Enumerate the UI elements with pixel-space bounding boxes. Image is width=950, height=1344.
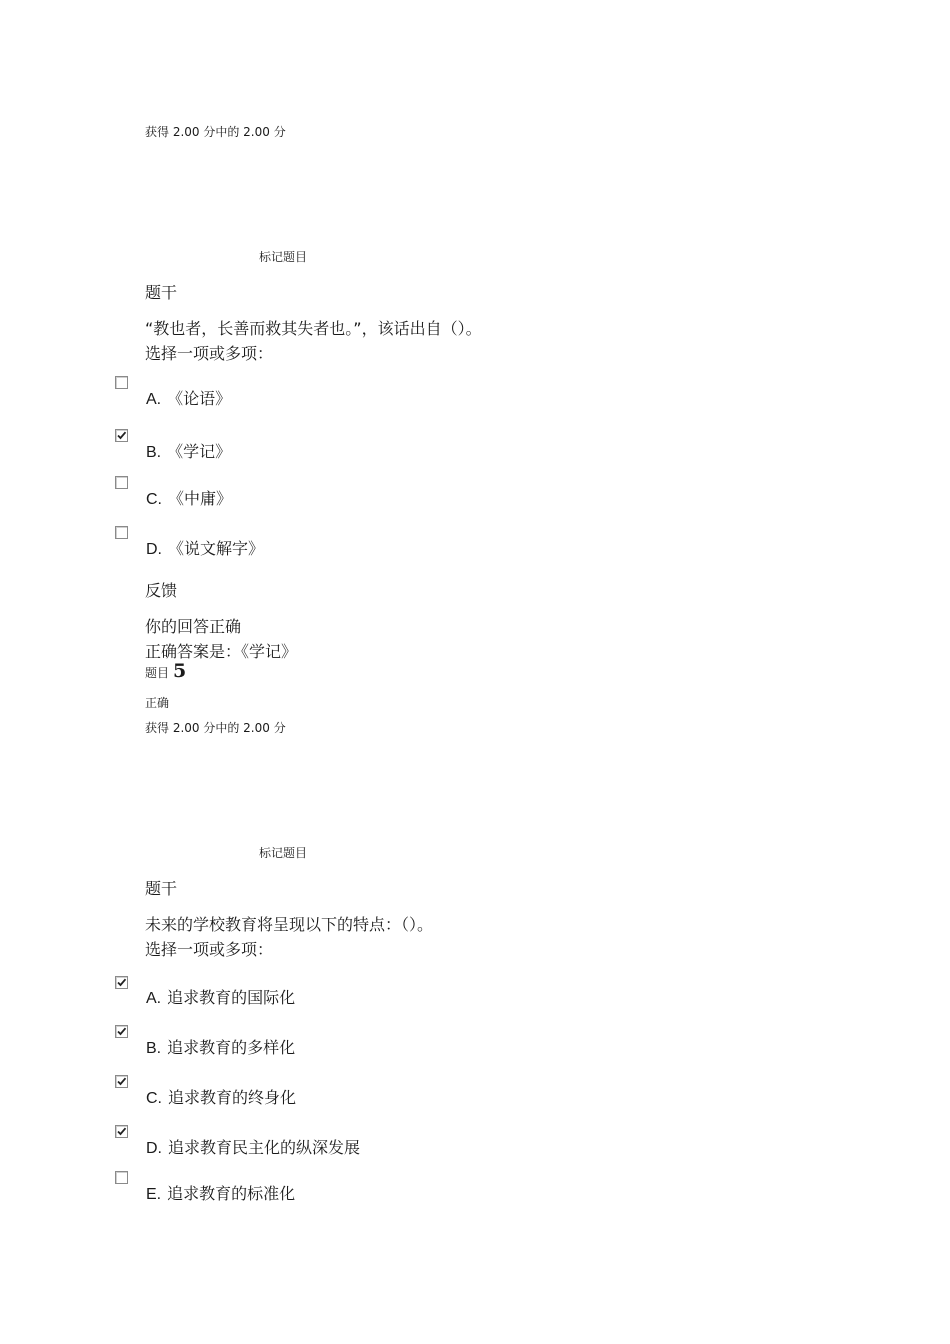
option-text: 追求教育的国际化 bbox=[167, 988, 296, 1007]
option-text: 《中庸》 bbox=[168, 489, 233, 508]
option-text: 追求教育的多样化 bbox=[167, 1038, 296, 1057]
option-letter: A. bbox=[146, 990, 162, 1007]
option-d-checkbox[interactable] bbox=[115, 1125, 128, 1138]
check-icon bbox=[116, 1076, 127, 1087]
option-text: 追求教育的标准化 bbox=[167, 1184, 296, 1203]
option-b[interactable] bbox=[146, 439, 231, 462]
question-number-value: 5 bbox=[173, 660, 187, 682]
option-d-checkbox[interactable] bbox=[115, 526, 128, 539]
option-text: 追求教育的终身化 bbox=[168, 1088, 297, 1107]
option-text: 《说文解字》 bbox=[168, 539, 265, 558]
option-b-checkbox[interactable] bbox=[115, 429, 128, 442]
stem-label: 题干 bbox=[145, 879, 178, 898]
option-letter: D. bbox=[146, 541, 162, 558]
flag-question-link[interactable]: 标记题目 bbox=[259, 250, 308, 264]
option-letter: B. bbox=[146, 1040, 162, 1057]
status-text: 正确 bbox=[145, 696, 170, 710]
option-e-checkbox[interactable] bbox=[115, 1171, 128, 1184]
question-number bbox=[145, 660, 186, 682]
option-a[interactable] bbox=[146, 985, 295, 1008]
option-d[interactable] bbox=[146, 536, 264, 559]
feedback-label: 反馈 bbox=[145, 581, 178, 600]
option-c[interactable] bbox=[146, 1085, 296, 1108]
option-c-checkbox[interactable] bbox=[115, 476, 128, 489]
option-d[interactable] bbox=[146, 1135, 360, 1158]
option-text: 追求教育民主化的纵深发展 bbox=[168, 1138, 361, 1157]
option-a-checkbox[interactable] bbox=[115, 976, 128, 989]
instruction-text: 选择一项或多项： bbox=[145, 940, 274, 959]
option-a[interactable] bbox=[146, 386, 231, 409]
feedback-text: 你的回答正确 bbox=[145, 617, 242, 636]
question-text: “教也者，长善而救其失者也。”，该话出自（）。 bbox=[145, 319, 482, 338]
check-icon bbox=[116, 1026, 127, 1037]
option-letter: C. bbox=[146, 491, 162, 508]
question-title-label: 题目 bbox=[145, 666, 170, 680]
option-letter: D. bbox=[146, 1140, 162, 1157]
option-letter: E. bbox=[146, 1186, 162, 1203]
option-text: 《学记》 bbox=[167, 442, 232, 461]
instruction-text: 选择一项或多项： bbox=[145, 344, 274, 363]
option-letter: A. bbox=[146, 391, 162, 408]
score-text: 获得 2.00 分中的 2.00 分 bbox=[145, 125, 286, 139]
option-b-checkbox[interactable] bbox=[115, 1025, 128, 1038]
check-icon bbox=[116, 1126, 127, 1137]
option-text: 《论语》 bbox=[167, 389, 232, 408]
option-letter: C. bbox=[146, 1090, 162, 1107]
question-text: 未来的学校教育将呈现以下的特点：（）。 bbox=[145, 915, 434, 934]
stem-label: 题干 bbox=[145, 283, 178, 302]
flag-question-link[interactable]: 标记题目 bbox=[259, 846, 308, 860]
option-b[interactable] bbox=[146, 1035, 295, 1058]
score-text: 获得 2.00 分中的 2.00 分 bbox=[145, 721, 286, 735]
option-c[interactable] bbox=[146, 486, 232, 509]
check-icon bbox=[116, 977, 127, 988]
option-e[interactable] bbox=[146, 1181, 295, 1204]
option-c-checkbox[interactable] bbox=[115, 1075, 128, 1088]
option-letter: B. bbox=[146, 444, 162, 461]
correct-answer-text: 正确答案是：《学记》 bbox=[145, 642, 298, 661]
check-icon bbox=[116, 430, 127, 441]
option-a-checkbox[interactable] bbox=[115, 376, 128, 389]
